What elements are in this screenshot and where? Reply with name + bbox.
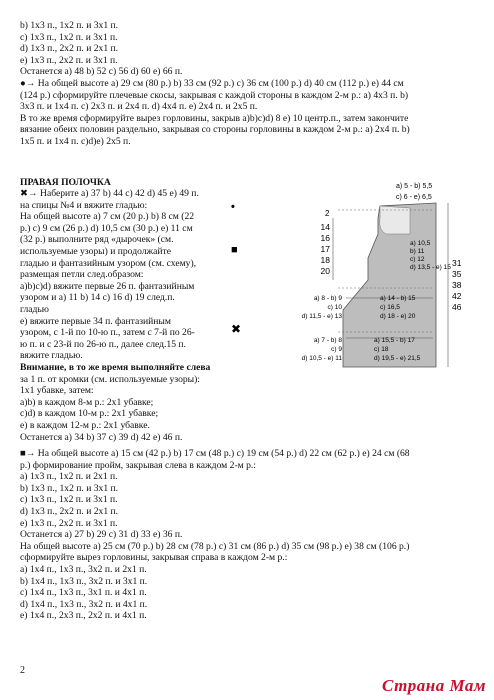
schema-label: 35 bbox=[452, 269, 462, 279]
text-line: на спицы №4 и вяжите гладью: bbox=[20, 199, 148, 211]
schema-label: 31 bbox=[452, 258, 462, 268]
neck-label: 2 bbox=[325, 209, 330, 218]
watermark-logo: Страна Мам bbox=[381, 676, 486, 695]
text-line: (124 р.) сформируйте плечевые скосы, закрывая с каждой стороны в каждом 2-м р.: a) 4х3 п. b) bbox=[20, 89, 409, 101]
schema-label: d) 11,5 - e) 13 bbox=[301, 313, 342, 320]
text-line: гладью bbox=[20, 304, 49, 315]
text-line: a) 1х3 п., 1х2 п. и 2х1 п. bbox=[20, 471, 118, 483]
text-line: d) 1х4 п., 1х3 п., 3х2 п. и 4х1 п. bbox=[20, 598, 148, 610]
schema-label: 16 bbox=[320, 233, 330, 243]
schema-label: a) 14 - b) 15 bbox=[380, 295, 416, 302]
text-line: гладью и фантазийным узором (см. схему), bbox=[20, 257, 197, 269]
text-line: На общей высоте a) 25 см (70 р.) b) 28 см (78 р.) c) 31 см (86 р.) d) 35 см (98 р.) e) 38 см (106 р.) bbox=[20, 540, 410, 552]
side-labels bbox=[302, 295, 343, 320]
text-line: ●→ На общей высоте a) 29 см (80 р.) b) 33 см (92 р.) c) 36 см (100 р.) d) 40 см (112 р.) e) 44 см bbox=[20, 78, 404, 89]
text-line: e) 1х3 п., 2х2 п. и 3х1 п. bbox=[20, 54, 118, 66]
text-line: ю п. и с 23-й по 26-ю п., далее след.15 п. bbox=[20, 338, 186, 350]
text-line: ✖→ Наберите a) 37 b) 44 c) 42 d) 45 e) 49 п. bbox=[20, 188, 199, 199]
total-heights bbox=[452, 258, 462, 312]
text-line: В то же время сформируйте вырез горловины, закрыв a)b)c)d) 8 e) 10 центр.п., затем закончите bbox=[20, 112, 409, 124]
text-line: Останется a) 27 b) 29 c) 31 d) 33 e) 36 п. bbox=[20, 529, 183, 541]
text-line: вязание обеих половин раздельно, закрывая со стороны горловины в каждом 2-м р.: a) 2х4 п. b) bbox=[20, 124, 410, 136]
schema-label: d) 19,5 - e) 21,5 bbox=[374, 355, 421, 362]
pattern-mark-square: ■ bbox=[231, 244, 238, 256]
text-line: узором и a) 11 b) 14 c) 16 d) 19 след.п. bbox=[20, 292, 175, 304]
text-line: c) 1х3 п., 1х2 п. и 3х1 п. bbox=[20, 31, 118, 43]
text-line: р.) c) 9 см (26 р.) d) 10,5 см (30 р.) e) 11 см bbox=[20, 222, 193, 234]
text-line: узором, с 1-й по 10-ю п., затем с 7-й по 26- bbox=[20, 327, 195, 339]
page-number: 2 bbox=[20, 665, 25, 676]
pattern-mark-cross: ✖ bbox=[231, 322, 242, 336]
text-line: a)b)c)d) вяжите первые 26 п. фантазийным bbox=[20, 280, 195, 292]
top-label: a) 5 - b) 5,5 bbox=[396, 183, 433, 190]
text-line: 1х1 убавке, затем: bbox=[20, 385, 94, 397]
schema-label: c) 9 bbox=[331, 346, 342, 353]
text-line: b) 1х3 п., 1х2 п. и 3х1 п. bbox=[20, 20, 119, 31]
text-line: сформируйте вырез горловины, закрывая справа в каждом 2-м р.: bbox=[20, 552, 288, 564]
schema-label: a) 15,5 - b) 17 bbox=[374, 337, 415, 344]
schema-label: c) 12 bbox=[410, 256, 425, 263]
schema-label: 17 bbox=[320, 244, 330, 254]
schema-label: 20 bbox=[320, 266, 330, 276]
right-front-schematic bbox=[228, 170, 478, 380]
schema-label: c) 16,5 bbox=[380, 304, 400, 311]
text-line: d) 1х3 п., 2х2 п. и 2х1 п. bbox=[20, 506, 119, 517]
schema-label: d) 10,5 - e) 11 bbox=[301, 355, 342, 362]
schema-label: 46 bbox=[452, 302, 462, 312]
text-line: р.) формирование пройм, закрывая слева в каждом 2-м р.: bbox=[20, 459, 256, 471]
text-line: c)d) в каждом 10-м р.: 2х1 убавке; bbox=[20, 408, 159, 420]
text-line: Внимание, в то же время выполняйте слева bbox=[20, 362, 211, 373]
schema-label: a) 7 - b) 8 bbox=[313, 337, 342, 344]
text-line: a) 1х4 п., 1х3 п., 3х2 п. и 2х1 п. bbox=[20, 564, 147, 575]
schema-label: a) 10,5 bbox=[410, 240, 431, 247]
schema-label: 18 bbox=[320, 255, 330, 265]
text-line: Останется a) 48 b) 52 c) 56 d) 60 e) 66 п. bbox=[20, 66, 183, 78]
text-line: На общей высоте a) 7 см (20 р.) b) 8 см (22 bbox=[20, 211, 195, 223]
text-line: ■→ На общей высоте a) 15 см (42 р.) b) 17 см (48 р.) c) 19 см (54 р.) d) 22 см (62 р.) e) 24 см (68 bbox=[20, 448, 410, 459]
text-line: 3х3 п. и 1х4 п. c) 2х3 п. и 2х4 п. d) 4х4 п. e) 2х4 п. и 2х5 п. bbox=[20, 101, 258, 113]
section-title: ПРАВАЯ ПОЛОЧКА bbox=[20, 177, 111, 188]
text-line: e) в каждом 12-м р.: 2х1 убавке. bbox=[20, 420, 150, 431]
text-line: a)b) в каждом 8-м р.: 2х1 убавке; bbox=[20, 396, 154, 408]
text-line: c) 1х4 п., 1х3 п., 3х1 п. и 4х1 п. bbox=[20, 587, 147, 599]
text-line: e) вяжите первые 34 п. фантазийным bbox=[20, 315, 171, 327]
text-line: за 1 п. от кромки (см. используемые узоры): bbox=[20, 373, 200, 385]
schema-label: c) 10 bbox=[327, 304, 342, 311]
text-line: c) 1х3 п., 1х2 п. и 3х1 п. bbox=[20, 494, 118, 506]
text-line: 1х5 п. и 1х4 п. c)d)e) 2х5 п. bbox=[20, 136, 131, 147]
top-label: c) 6 - e) 6,5 bbox=[396, 194, 432, 201]
schema-label: 14 bbox=[320, 222, 330, 232]
bottom-side-labels bbox=[302, 337, 343, 362]
schema-label: a) 8 - b) 9 bbox=[313, 295, 342, 302]
text-line: используемые узоры) и продолжайте bbox=[20, 246, 172, 257]
text-line: вяжите гладью. bbox=[20, 350, 83, 362]
armhole-heights bbox=[321, 222, 331, 276]
pattern-mark-dot: • bbox=[231, 201, 235, 213]
schema-label: c) 18 bbox=[374, 346, 389, 353]
text-line: d) 1х3 п., 2х2 п. и 2х1 п. bbox=[20, 43, 119, 55]
schema-label: d) 13,5 - e) 15 bbox=[410, 264, 451, 271]
text-line: (32 р.) выполните ряд «дырочек» (см. bbox=[20, 234, 174, 246]
text-line: e) 1х4 п., 2х3 п., 2х2 п. и 4х1 п. bbox=[20, 610, 147, 622]
text-line: размещая петли след.образом: bbox=[20, 269, 144, 281]
schema-label: d) 18 - e) 20 bbox=[380, 313, 416, 320]
text-line: Останется a) 34 b) 37 c) 39 d) 42 e) 46 п. bbox=[20, 431, 183, 443]
schema-label: 38 bbox=[452, 280, 462, 290]
text-line: e) 1х3 п., 2х2 п. и 3х1 п. bbox=[20, 517, 118, 529]
schema-label: b) 11 bbox=[410, 248, 425, 255]
text-line: b) 1х3 п., 1х2 п. и 3х1 п. bbox=[20, 482, 119, 494]
text-line: b) 1х4 п., 1х3 п., 3х2 п. и 3х1 п. bbox=[20, 575, 148, 587]
schema-label: 42 bbox=[452, 291, 462, 301]
